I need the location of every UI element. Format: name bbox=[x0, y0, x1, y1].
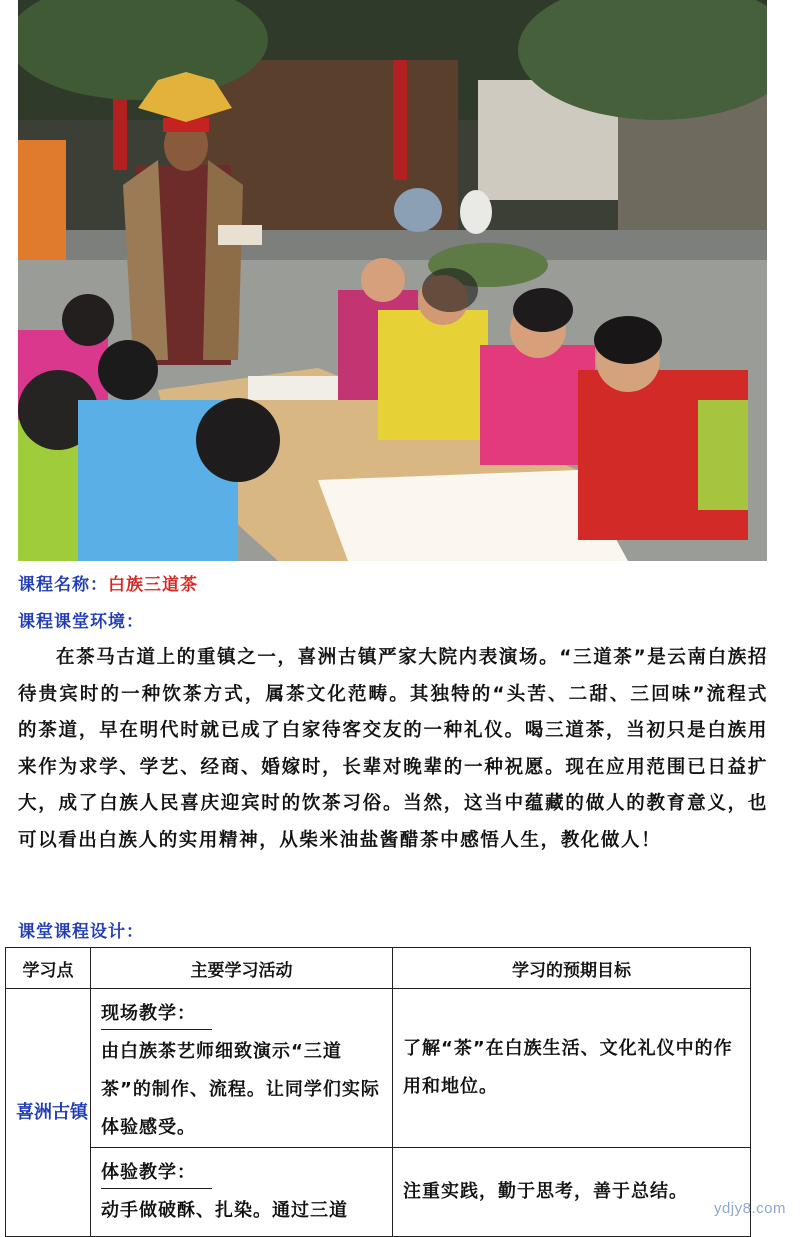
environment-paragraph-block bbox=[18, 640, 768, 859]
table-header-row bbox=[6, 948, 751, 989]
course-name-label: 课程名称： bbox=[18, 575, 108, 595]
environment-paragraph: 在茶马古道上的重镇之一，喜洲古镇严家大院内表演场。“三道茶”是云南白族招待贵宾时的一种饮茶方式，属茶文化范畴。其独特的“头苦、二甜、三回味”流程式的茶道，早在明代时就已成了白家待客交友的一种礼仪。喝三道茶，当初只是白族用来作为求学、学艺、经商、婚嫁时，长辈对晚辈的一种祝愿。现在应用范围已日益扩大，成了白族人民喜庆迎宾时的饮茶习俗。当然，这当中蕴藏的做人的教育意义，也可以看出白族人的实用精神，从柴米油盐酱醋茶中感悟人生，教化做人！ bbox=[18, 647, 768, 851]
activity-text: 由白族茶艺师细致演示“三道茶”的制作、流程。让同学们实际体验感受。 bbox=[101, 1041, 380, 1138]
environment-heading: 课程课堂环境： bbox=[18, 612, 144, 632]
activity-title: 现场教学： bbox=[101, 999, 212, 1030]
activity-title: 体验教学： bbox=[101, 1158, 212, 1189]
design-heading: 课堂课程设计： bbox=[18, 922, 144, 942]
course-design-table bbox=[5, 947, 751, 1237]
header-expected-goal: 学习的预期目标 bbox=[393, 948, 751, 989]
learning-point-cell: 喜洲古镇 bbox=[6, 989, 91, 1237]
activity-cell bbox=[91, 1148, 393, 1237]
table-row bbox=[6, 1148, 751, 1237]
goal-cell: 了解“茶”在白族生活、文化礼仪中的作用和地位。 bbox=[393, 989, 751, 1148]
table-row bbox=[6, 989, 751, 1148]
watermark: ydjy8.com bbox=[713, 1200, 786, 1217]
header-learning-point: 学习点 bbox=[6, 948, 91, 989]
course-name-value: 白族三道茶 bbox=[108, 575, 198, 595]
header-main-activity: 主要学习活动 bbox=[91, 948, 393, 989]
activity-text: 动手做破酥、扎染。通过三道 bbox=[101, 1200, 348, 1221]
class-photo-tea-ceremony-children-icon bbox=[18, 0, 767, 561]
course-name-line bbox=[18, 570, 198, 595]
activity-cell bbox=[91, 989, 393, 1148]
classroom-photo bbox=[18, 0, 767, 561]
goal-cell: 注重实践，勤于思考，善于总结。 bbox=[393, 1148, 751, 1237]
